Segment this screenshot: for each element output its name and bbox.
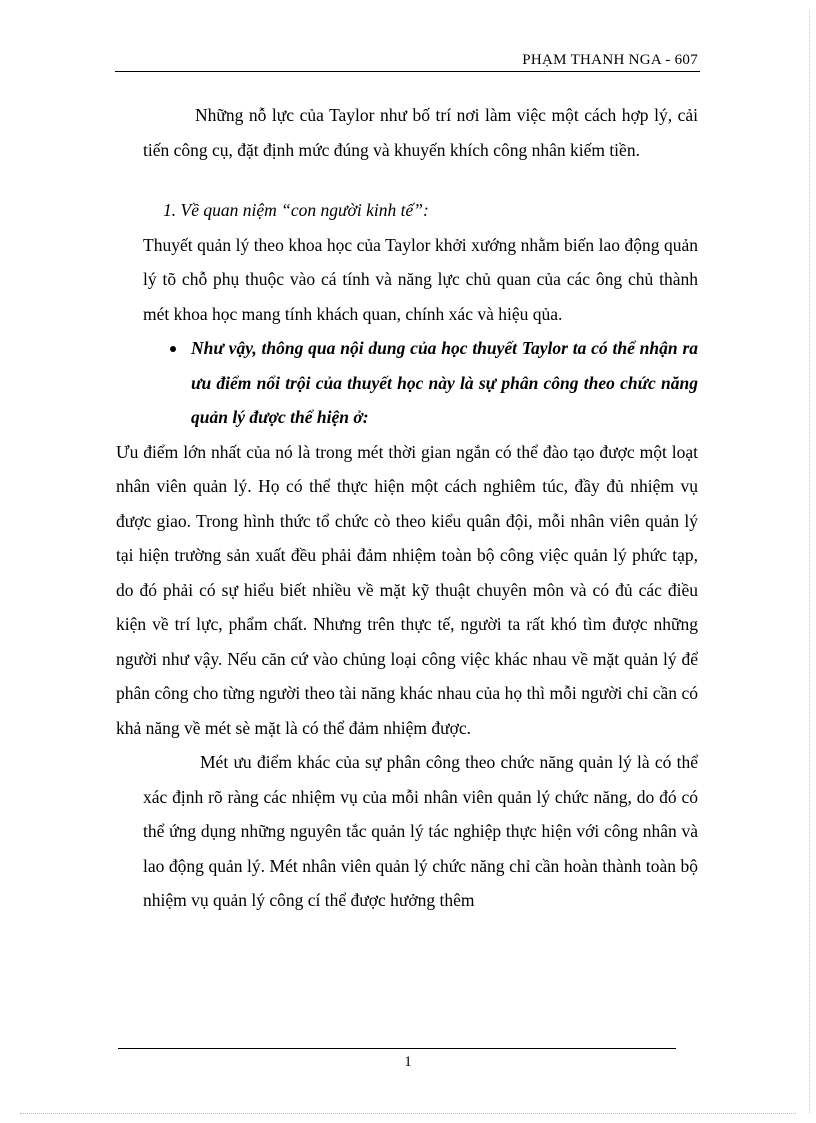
bullet-icon	[170, 346, 176, 352]
running-header: PHẠM THANH NGA - 607	[522, 52, 698, 68]
header-rule	[115, 71, 700, 72]
page-content	[116, 98, 698, 918]
footer-rule	[118, 1048, 676, 1049]
section-paragraph: Thuyết quản lý theo khoa học của Taylor khởi xướng nhằm biến lao động quản lý tõ chỗ phụ thuộc vào cá tính và năng lực chủ quan của các ông chủ thành mét khoa học mang tính khách quan, chính xác và hiệu qủa.	[143, 234, 698, 324]
intro-paragraph: Những nỗ lực của Taylor như bố trí nơi làm việc một cách hợp lý, cải tiến công cụ, đặt định mức đúng và khuyến khích công nhân kiếm tiền.	[143, 105, 698, 160]
bullet-item	[143, 331, 698, 435]
page-edge-right	[809, 10, 810, 1113]
page-number: 1	[404, 1054, 412, 1070]
section-heading: 1. Về quan niệm “con người kinh tế”:	[163, 200, 429, 220]
bullet-text: Như vậy, thông qua nội dung của học thuyết Taylor ta có thể nhận ra ưu điểm nổi trội của thuyết học này là sự phân công theo chức năng quản lý được thể hiện ở:	[191, 338, 698, 427]
second-advantage-paragraph: Mét ưu điểm khác của sự phân công theo chức năng quản lý là có thể xác định rõ ràng các nhiệm vụ của mỗi nhân viên quản lý chức năng, do đó có thể ứng dụng những nguyên tắc quản lý tác nghiệp thực hiện với công nhân và lao động quản lý. Mét nhân viên quản lý chức năng chỉ cần hoàn thành toàn bộ nhiệm vụ quản lý công cí thể được hưởng thêm	[143, 752, 698, 910]
advantage-paragraph: Ưu điểm lớn nhất của nó là trong mét thời gian ngắn có thể đào tạo được một loạt nhân viên quản lý. Họ có thể thực hiện một cách nghiêm túc, đầy đủ nhiệm vụ được giao. Trong hình thức tổ chức cò theo kiểu quân đội, mỗi nhân viên quản lý tại hiện trường sản xuất đều phải đảm nhiệm toàn bộ công việc quản lý phức tạp, do đó phải có sự hiểu biết nhiều về mặt kỹ thuật chuyên môn và có đủ các điều kiện về trí lực, phẩm chất. Nhưng trên thực tế, người ta rất khó tìm được những người như vậy. Nếu căn cứ vào chủng loại công việc khác nhau về mặt quản lý để phân công cho từng người theo tài năng khác nhau của họ thì mỗi người chỉ cần có khả năng về mét sè mặt là có thể đảm nhiệm được.	[116, 441, 698, 738]
page-edge-bottom	[20, 1113, 796, 1114]
